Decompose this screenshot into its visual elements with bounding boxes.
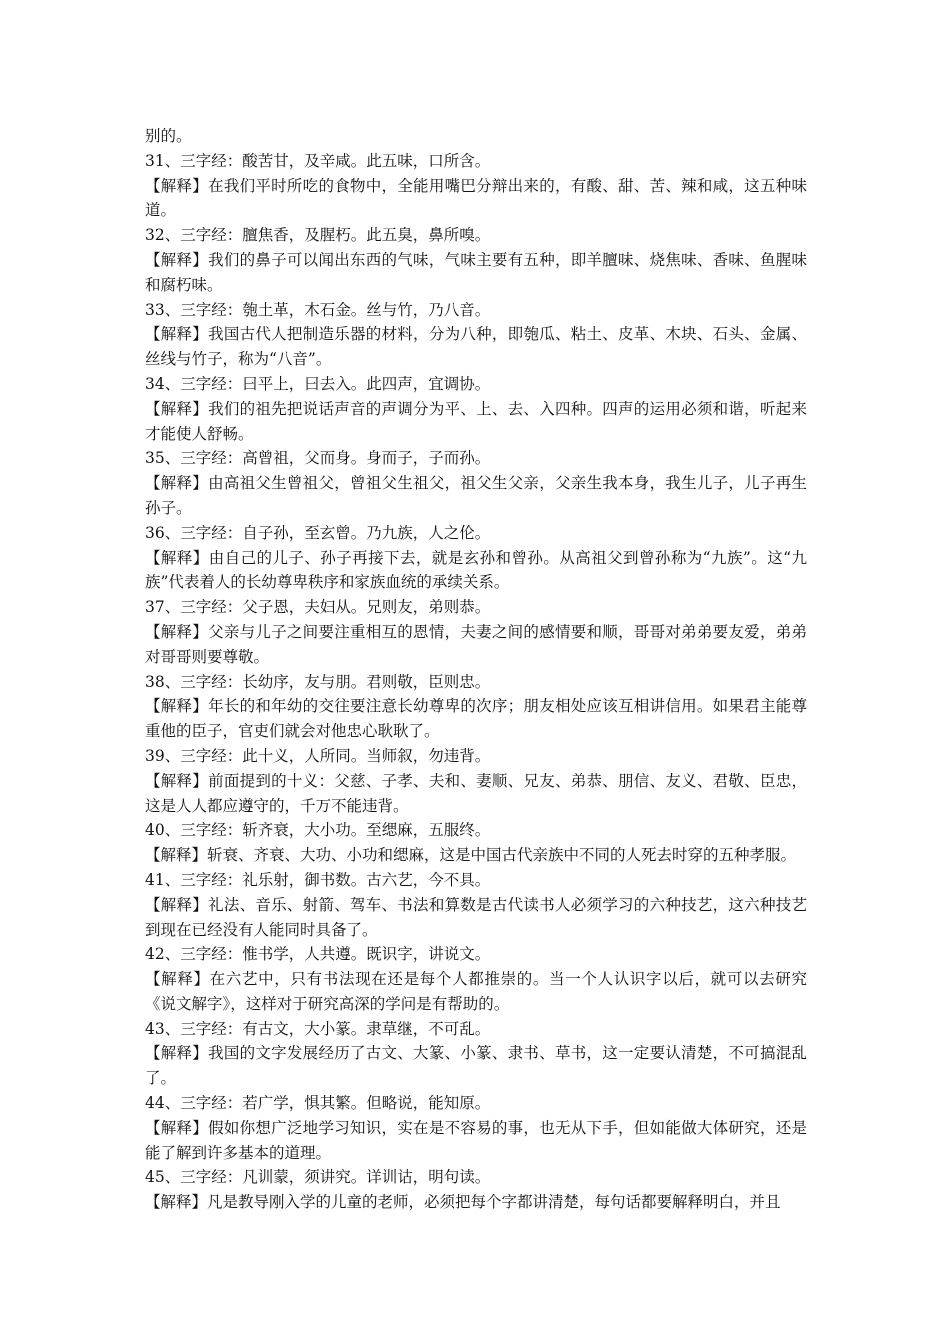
explanation-paragraph: 【解释】由高祖父生曾祖父，曾祖父生祖父，祖父生父亲，父亲生我本身，我生儿子，儿子再生孙子。 <box>145 474 807 517</box>
verse-line: 37、三字经：父子恩，夫妇从。兄则友，弟则恭。 <box>145 598 491 617</box>
explanation-paragraph: 【解释】年长的和年幼的交往要注意长幼尊卑的次序；朋友相处应该互相讲信用。如果君主能尊重他的臣子，官吏们就会对他忠心耿耿了。 <box>145 697 807 741</box>
verse-line: 36、三字经：自子孙，至玄曾。乃九族，人之伦。 <box>145 523 491 542</box>
verse-line: 32、三字经：膻焦香，及腥朽。此五臭，鼻所嗅。 <box>145 226 491 245</box>
verse-line: 41、三字经：礼乐射，御书数。古六艺，今不具。 <box>145 870 491 889</box>
verse-line: 44、三字经：若广学，惧其繁。但略说，能知原。 <box>145 1094 491 1113</box>
explanation-paragraph: 【解释】前面提到的十义：父慈、子孝、夫和、妻顺、兄友、弟恭、朋信、友义、君敬、臣忠，这是人人都应遵守的，千万不能违背。 <box>145 771 807 815</box>
verse-line: 33、三字经：匏土革，木石金。丝与竹，乃八音。 <box>145 300 491 319</box>
verse-line: 38、三字经：长幼序，友与朋。君则敬，臣则忠。 <box>145 672 491 691</box>
verse-line: 43、三字经：有古文，大小篆。隶草继，不可乱。 <box>145 1019 491 1038</box>
explanation-paragraph: 【解释】我国古代人把制造乐器的材料，分为八种，即匏瓜、粘土、皮革、木块、石头、金属、丝线与竹子，称为“八音”。 <box>145 325 807 369</box>
explanation-paragraph: 【解释】假如你想广泛地学习知识，实在是不容易的事，也无从下手，但如能做大体研究，还是能了解到许多基本的道理。 <box>145 1118 807 1162</box>
verse-line: 40、三字经：斩齐衰，大小功。至缌麻，五服终。 <box>145 821 491 840</box>
explanation-paragraph: 【解释】礼法、音乐、射箭、驾车、书法和算数是古代读书人必须学习的六种技艺，这六种技艺到现在已经没有人能同时具备了。 <box>145 895 807 939</box>
explanation-paragraph: 【解释】我们的鼻子可以闻出东西的气味，气味主要有五种，即羊膻味、烧焦味、香味、鱼腥味和腐朽味。 <box>145 250 807 294</box>
explanation-paragraph: 【解释】凡是教导刚入学的儿童的老师，必须把每个字都讲清楚，每句话都要解释明白，并且 <box>145 1193 781 1212</box>
verse-line: 42、三字经：惟书学，人共遵。既识字，讲说文。 <box>145 945 491 964</box>
document-body <box>145 124 807 1215</box>
text-line: 别的。 <box>145 127 192 145</box>
explanation-paragraph: 【解释】我国的文字发展经历了古文、大篆、小篆、隶书、草书，这一定要认清楚，不可搞混乱了。 <box>145 1044 807 1088</box>
explanation-paragraph: 【解释】父亲与儿子之间要注重相互的恩情，夫妻之间的感情要和顺，哥哥对弟弟要友爱，弟弟对哥哥则要尊敬。 <box>145 622 807 666</box>
verse-line: 45、三字经：凡训蒙，须讲究。详训诂，明句读。 <box>145 1168 491 1187</box>
verse-line: 35、三字经：高曾祖，父而身。身而子，子而孙。 <box>145 449 491 468</box>
explanation-paragraph: 【解释】在六艺中，只有书法现在还是每个人都推崇的。当一个人认识字以后，就可以去研究《说文解字》，这样对于研究高深的学问是有帮助的。 <box>145 970 807 1013</box>
explanation-paragraph: 【解释】由自己的儿子、孙子再接下去，就是玄孙和曾孙。从高祖父到曾孙称为“九族”。这“九族”代表着人的长幼尊卑秩序和家族血统的承续关系。 <box>145 548 807 592</box>
verse-line: 31、三字经：酸苦甘，及辛咸。此五味，口所含。 <box>145 151 491 170</box>
explanation-paragraph: 【解释】我们的祖先把说话声音的声调分为平、上、去、入四种。四声的运用必须和谐，听起来才能使人舒畅。 <box>145 399 807 443</box>
verse-line: 34、三字经：曰平上，曰去入。此四声，宜调协。 <box>145 374 491 393</box>
explanation-paragraph: 【解释】在我们平时所吃的食物中，全能用嘴巴分辩出来的，有酸、甜、苦、辣和咸，这五种味道。 <box>145 176 807 220</box>
verse-line: 39、三字经：此十义，人所同。当师叙，勿违背。 <box>145 746 491 765</box>
explanation-paragraph: 【解释】斩衰、齐衰、大功、小功和缌麻，这是中国古代亲族中不同的人死去时穿的五种孝服。 <box>145 846 797 865</box>
